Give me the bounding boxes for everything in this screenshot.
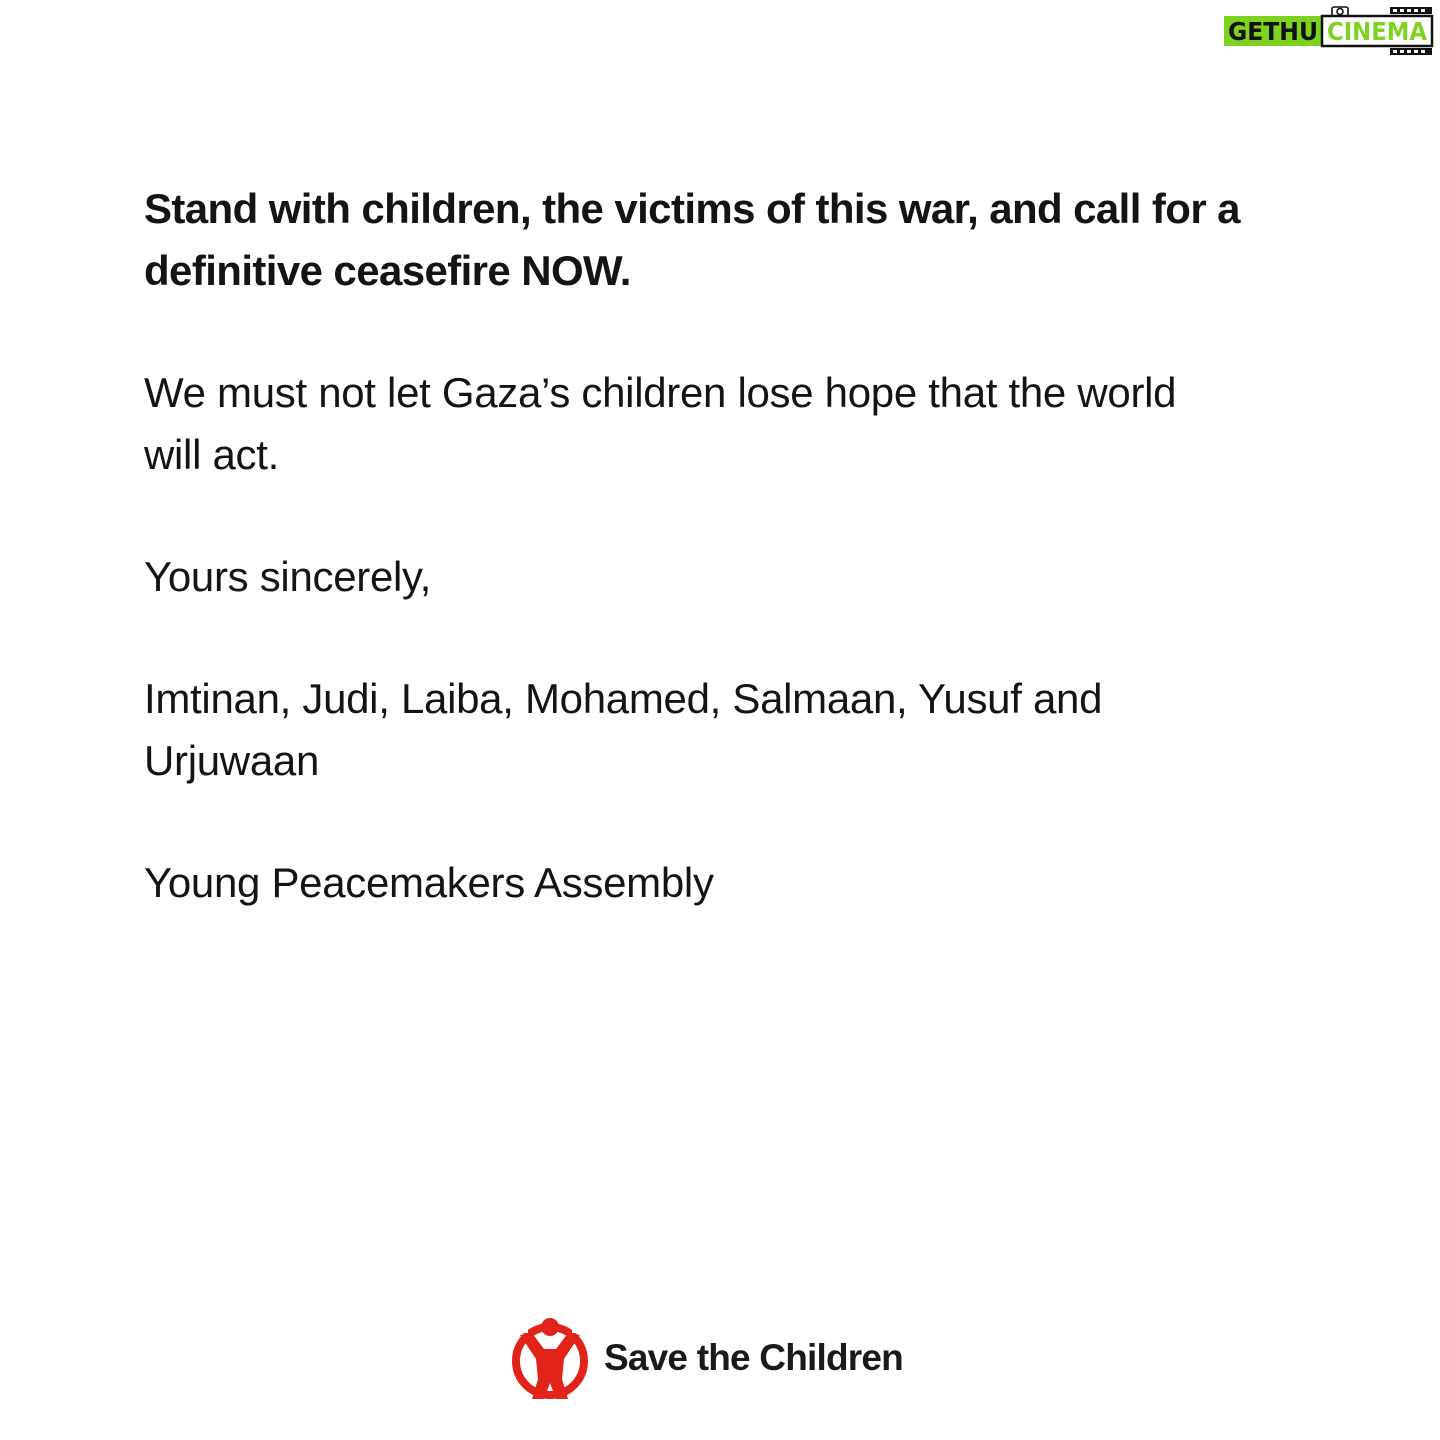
organization-name: Young Peacemakers Assembly bbox=[144, 859, 714, 906]
gethu-cinema-watermark-logo bbox=[1222, 6, 1436, 56]
heading-line-1: Stand with children, the victims of this war, and call for a bbox=[144, 185, 1240, 232]
letter-heading bbox=[144, 178, 1240, 302]
hope-line-2: will act. bbox=[144, 431, 279, 478]
save-the-children-logo bbox=[510, 1312, 930, 1404]
camera-icon bbox=[1332, 7, 1348, 16]
heading-line-2: definitive ceasefire NOW. bbox=[144, 247, 631, 294]
save-the-children-logo-icon bbox=[510, 1313, 592, 1403]
names-line-2: Urjuwaan bbox=[144, 737, 320, 784]
brand-name: Save the Children bbox=[604, 1337, 903, 1378]
watermark-text-gethu: GETHU bbox=[1228, 17, 1318, 46]
watermark-text-cinema: CINEMA bbox=[1327, 17, 1428, 46]
hope-paragraph bbox=[144, 362, 1176, 486]
closing-salutation: Yours sincerely, bbox=[144, 553, 432, 600]
signatory-names bbox=[144, 668, 1102, 792]
names-line-1: Imtinan, Judi, Laiba, Mohamed, Salmaan, Yusuf and bbox=[144, 675, 1103, 722]
hope-line-1: We must not let Gaza’s children lose hope that the world bbox=[144, 369, 1177, 416]
